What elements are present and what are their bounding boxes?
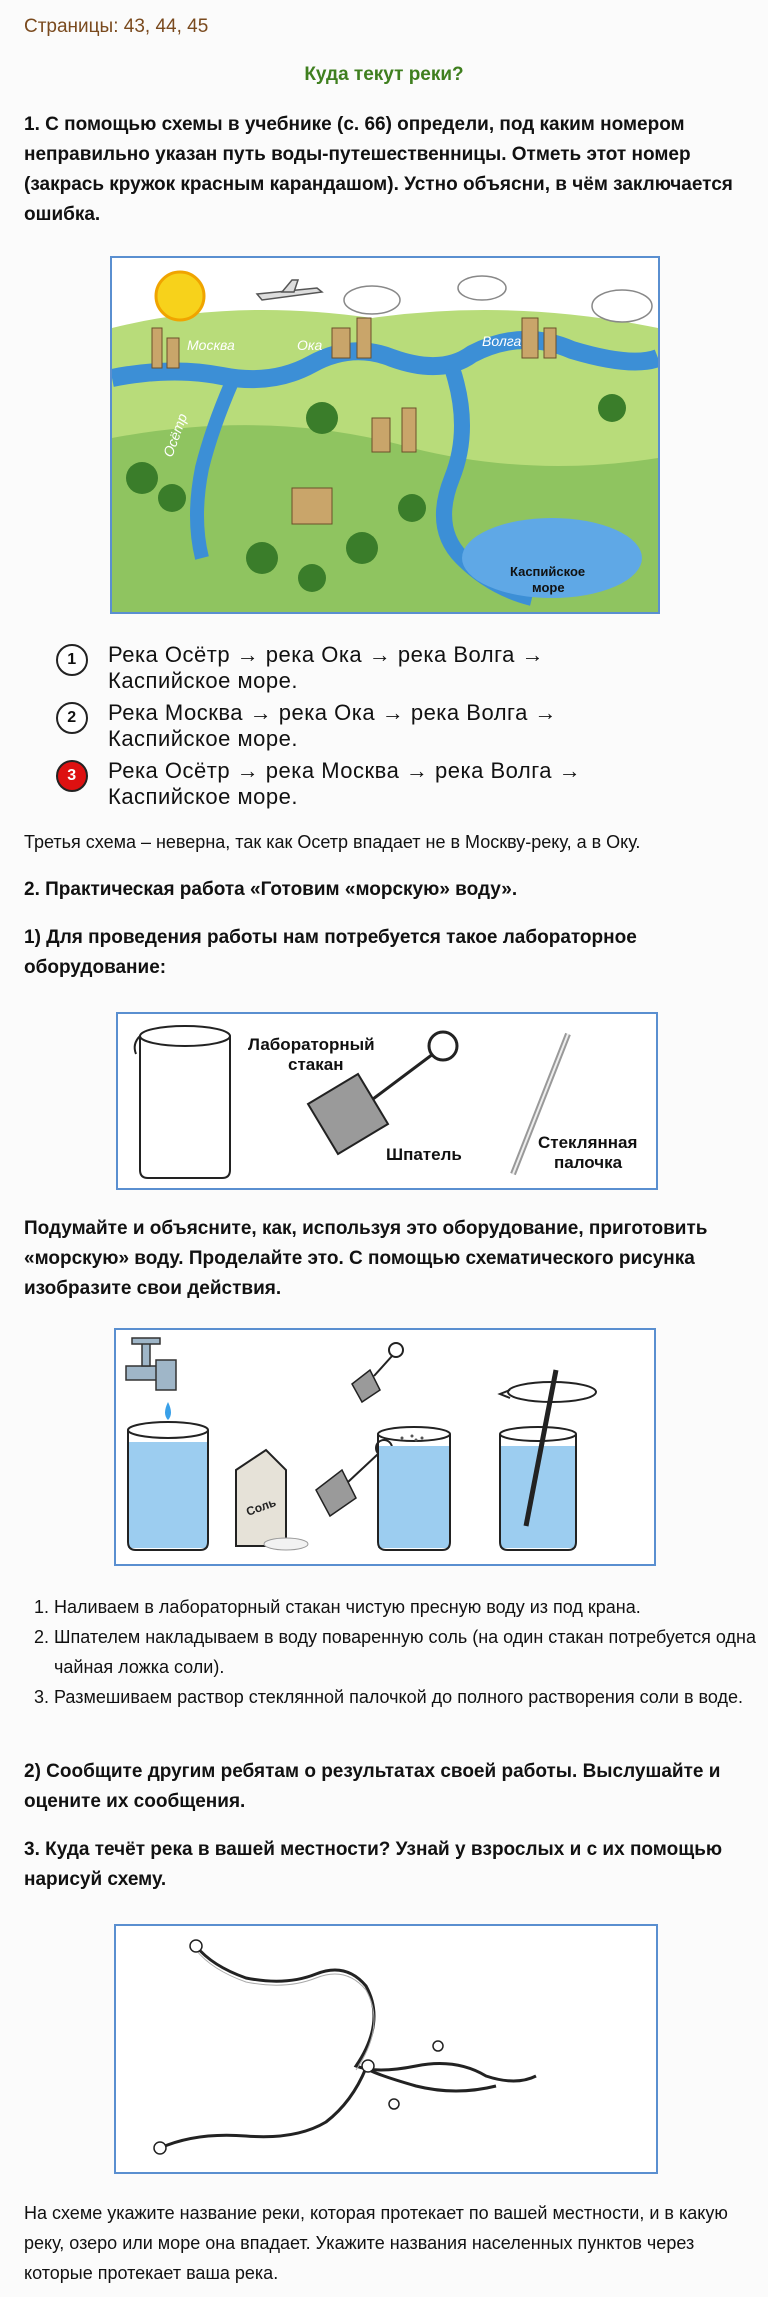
step-item: 1. Наливаем в лабораторный стакан чистую пресную воду из под крана. bbox=[54, 1592, 768, 1622]
process-drawing bbox=[116, 1330, 654, 1564]
water-drop-icon bbox=[165, 1402, 171, 1420]
salt-pack-label: Соль bbox=[244, 1495, 278, 1519]
equipment-drawing bbox=[118, 1014, 656, 1188]
route-option-2 bbox=[67, 700, 668, 752]
equipment-illustration bbox=[116, 1012, 658, 1190]
route-text: Река Осётр → река Москва → река Волга → Каспийское море. bbox=[108, 758, 582, 809]
rivers-map-illustration bbox=[110, 256, 660, 614]
river-sketch-illustration bbox=[114, 1924, 658, 2174]
river-sketch bbox=[116, 1926, 656, 2172]
route-number-circle[interactable]: 1 bbox=[56, 644, 88, 676]
label-rod-line2: палочка bbox=[554, 1153, 623, 1172]
label-moskva: Москва bbox=[187, 337, 235, 353]
beaker-icon bbox=[135, 1026, 230, 1178]
spatula-over-beaker-icon bbox=[352, 1343, 403, 1402]
route-option-1 bbox=[67, 642, 668, 694]
river-line-lower bbox=[160, 2068, 496, 2148]
water-tap-icon bbox=[126, 1338, 176, 1390]
label-caspian-2: море bbox=[532, 580, 565, 595]
settlement-circles bbox=[154, 1940, 443, 2154]
process-illustration bbox=[114, 1328, 656, 1566]
label-beaker-line1: Лабораторный bbox=[248, 1035, 375, 1054]
route-text: Река Осётр → река Ока → река Волга → Каспийское море. bbox=[108, 642, 544, 693]
salt-pack-icon bbox=[236, 1450, 308, 1550]
task2-instruction: Подумайте и объясните, как, используя это оборудование, приготовить «морскую» воду. Проделайте это. С помощью схематического рисунка изобразите свои действия. bbox=[24, 1218, 708, 1299]
label-rod-line1: Стеклянная bbox=[538, 1133, 638, 1152]
route-number-circle[interactable]: 2 bbox=[56, 702, 88, 734]
route-text: Река Москва → река Ока → река Волга → Каспийское море. bbox=[108, 700, 557, 751]
pages-reference: Страницы: 43, 44, 45 bbox=[24, 16, 209, 37]
task3-note: На схеме укажите название реки, которая протекает по вашей местности, и в какую реку, озеро или море она впадает. Укажите названия населенных пунктов через которые протекает ваша река. bbox=[24, 2203, 728, 2283]
sun-icon bbox=[156, 272, 204, 320]
label-spatula: Шпатель bbox=[386, 1145, 462, 1164]
label-volga: Волга bbox=[482, 333, 522, 349]
label-caspian-1: Каспийское bbox=[510, 564, 586, 579]
route-number-circle-marked[interactable]: 3 bbox=[56, 760, 88, 792]
task2-subtask1: 1) Для проведения работы нам потребуется такое лабораторное оборудование: bbox=[24, 927, 637, 978]
label-oka: Ока bbox=[297, 337, 323, 353]
step-item: 2. Шпателем накладываем в воду поваренную соль (на один стакан потребуется одна чайная ложка соли). bbox=[54, 1622, 768, 1682]
task1-answer: Третья схема – неверна, так как Осетр впадает не в Москву-реку, а в Оку. bbox=[24, 832, 641, 852]
step-item: 3. Размешиваем раствор стеклянной палочкой до полного растворения соли в воде. bbox=[54, 1682, 768, 1712]
route-option-3 bbox=[67, 758, 668, 810]
beaker-with-water-2 bbox=[378, 1427, 450, 1550]
task2-subtask2: 2) Сообщите другим ребятам о результатах своей работы. Выслушайте и оцените их сообщения. bbox=[24, 1761, 721, 1812]
rivers-map bbox=[112, 258, 658, 612]
task1-question: 1. С помощью схемы в учебнике (с. 66) определи, под каким номером неправильно указан путь воды-путешественницы. Отметь этот номер (закрась кружок красным карандашом). Устно объясни, в чём заключается ошибка. bbox=[24, 114, 733, 225]
page-title: Куда текут реки? bbox=[304, 64, 464, 85]
label-oseter: Осётр bbox=[159, 411, 191, 460]
task2-title: 2. Практическая работа «Готовим «морскую» воду». bbox=[24, 879, 518, 900]
beaker-with-rod bbox=[500, 1370, 596, 1550]
beaker-with-water-1 bbox=[128, 1422, 208, 1550]
steps-list bbox=[24, 1592, 768, 1712]
label-beaker-line2: стакан bbox=[288, 1055, 344, 1074]
task3-question: 3. Куда течёт река в вашей местности? Узнай у взрослых и с их помощью нарисуй схему. bbox=[24, 1839, 723, 1890]
